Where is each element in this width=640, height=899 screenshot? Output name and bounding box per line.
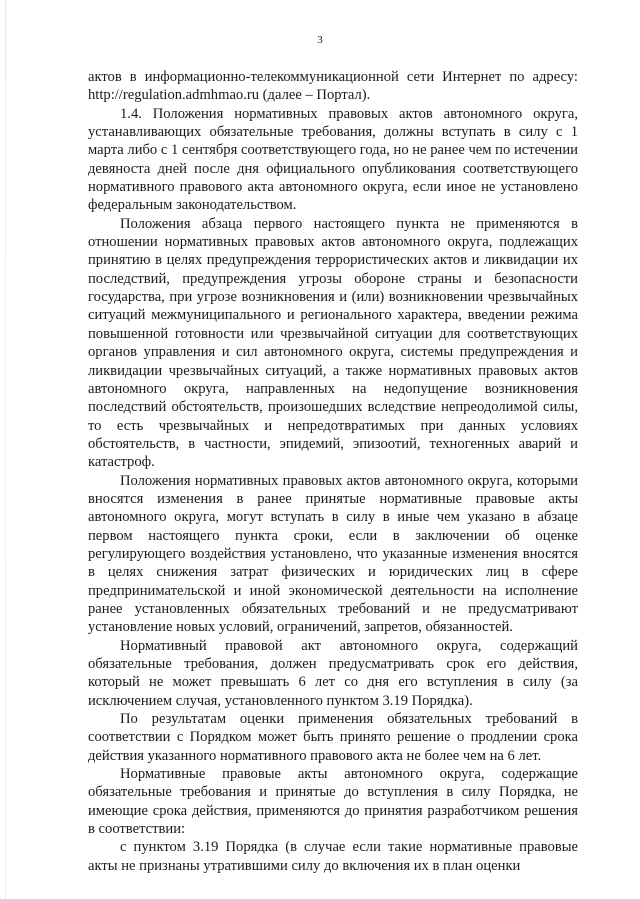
document-body xyxy=(88,68,578,875)
paragraph-amendments: Положения нормативных правовых актов автономного округа, которыми вносятся изменения в ранее принятые нормативные правовые акты автономного округа, могут вступать в силу в иные чем указано в абзаце первом настоящего пункта сроки, если в заключении об оценке регулирующего воздействия установлено, что указанные изменения вносятся в целях снижения затрат физических и юридических лиц в сфере предпринимательской и иной экономической деятельности на исполнение ранее установленных обязательных требований и не предусматривают установление новых условий, ограничений, запретов, обязанностей. xyxy=(88,472,578,636)
paragraph-exceptions: Положения абзаца первого настоящего пункта не применяются в отношении нормативных правовых актов автономного округа, подлежащих принятию в целях предупреждения террористических актов и ликвидации их последствий, предупреждения угрозы обороне страны и безопасности государства, при угрозе возникновения и (или) возникновении чрезвычайных ситуаций межмуниципального и регионального характера, введении режима повышенной готовности или чрезвычайной ситуации для соответствующих органов управления и сил автономного округа, системы предупреждения и ликвидации чрезвычайных ситуаций, а также нормативных правовых актов автономного округа, направленных на недопущение возникновения последствий обстоятельств, произошедших вследствие непреодолимой силы, то есть чрезвычайных и непредотвратимых при данных условиях обстоятельств, в частности, эпидемий, эпизоотий, техногенных аварий и катастроф. xyxy=(88,215,578,471)
paragraph-validity-term: Нормативный правовой акт автономного округа, содержащий обязательные требования, должен предусматривать срок его действия, который не может превышать 6 лет со дня его вступления в силу (за исключением случая, установленного пунктом 3.19 Порядка). xyxy=(88,637,578,709)
paragraph-acts-without-term: Нормативные правовые акты автономного округа, содержащие обязательные требования и принятые до вступления в силу Порядка, не имеющие срока действия, применяются до принятия разработчиком решения в соответствии: xyxy=(88,766,578,838)
page-number: 3 xyxy=(317,34,323,46)
paragraph-1-4-effective-dates: 1.4. Положения нормативных правовых актов автономного округа, устанавливающих обязательные требования, должны вступать в силу с 1 марта либо с 1 сентября соответствующего года, но не ранее чем по истечении девяноста дней после дня официального опубликования соответствующего нормативного правового акта автономного округа, если иное не установлено федеральным законодательством. xyxy=(88,105,578,214)
scan-edge-shadow xyxy=(5,0,6,899)
paragraph-term-extension: По результатам оценки применения обязательных требований в соответствии с Порядком может быть принято решение о продлении срока действия указанного нормативного правового акта не более чем на 6 лет. xyxy=(88,711,578,764)
paragraph-point-3-19: с пунктом 3.19 Порядка (в случае если такие нормативные правовые акты не признаны утратившими силу до включения их в план оценки xyxy=(88,839,578,874)
paragraph-portal-address: актов в информационно-телекоммуникационной сети Интернет по адресу: http://regulation.admhmao.ru (далее – Портал). xyxy=(88,69,578,104)
